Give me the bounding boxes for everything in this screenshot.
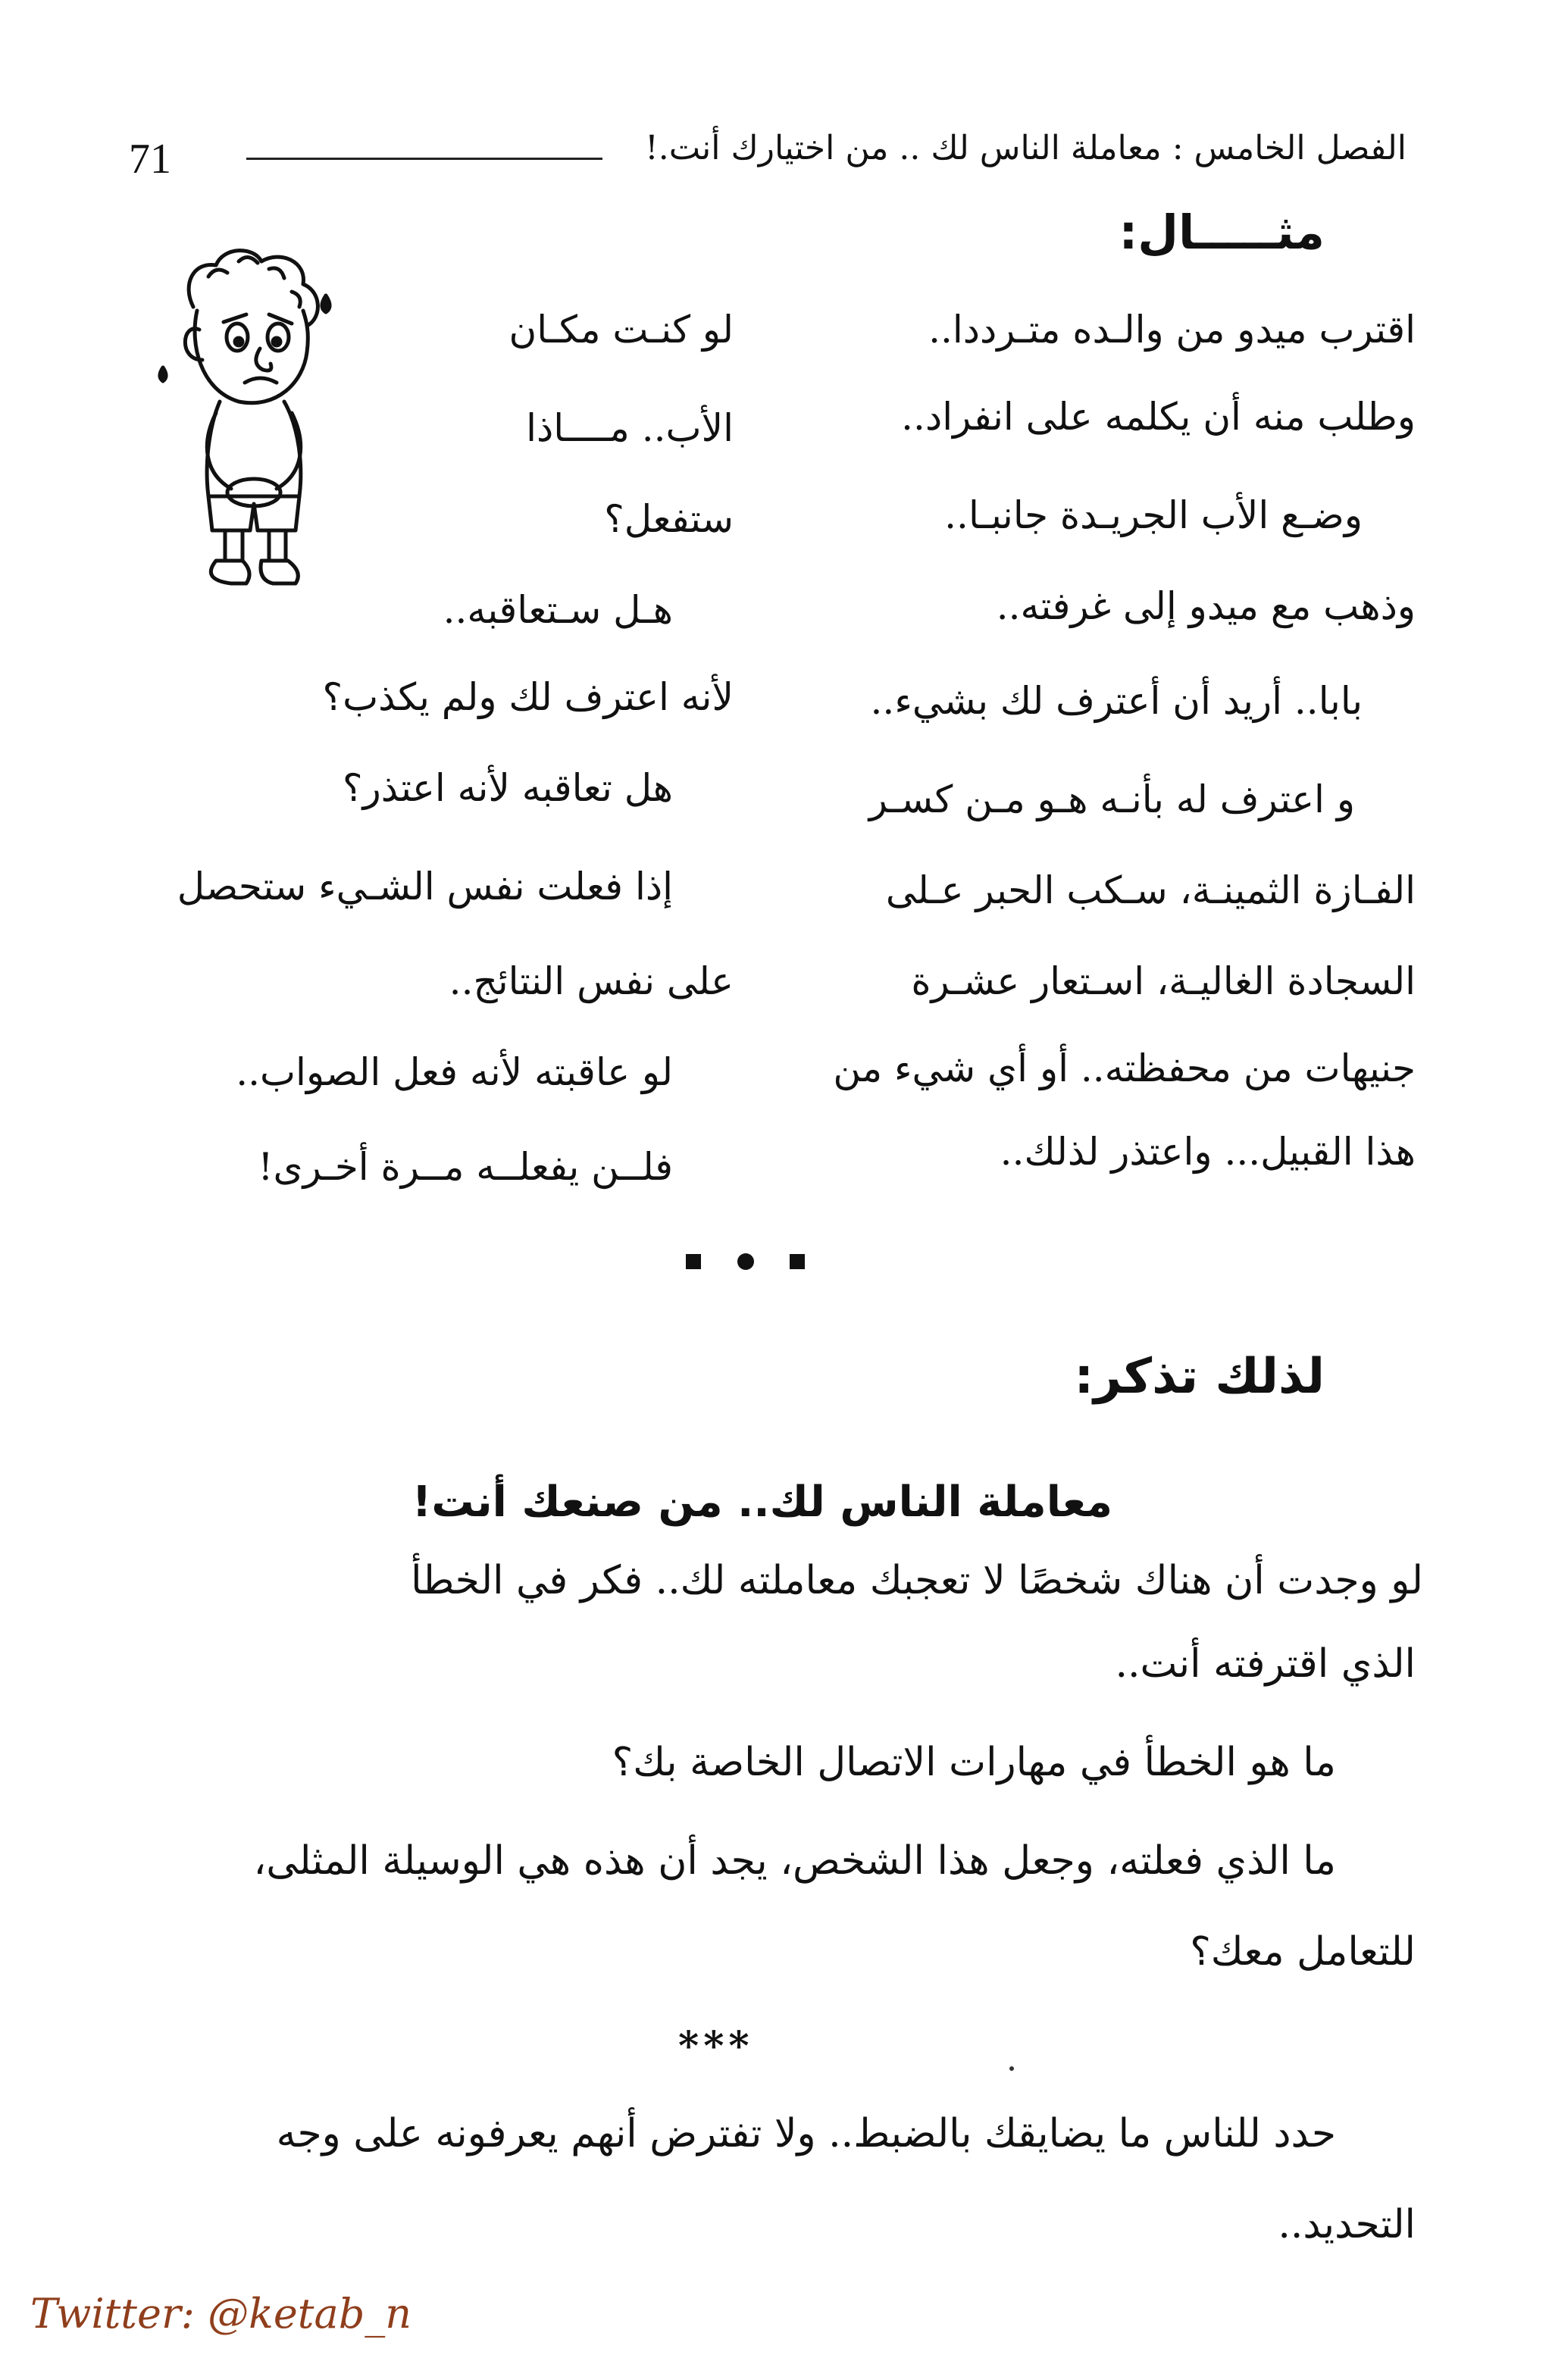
example-heading: مثـــــال:: [1119, 205, 1325, 260]
question-line: لأنه اعترف لك ولم يكذب؟: [322, 675, 734, 719]
question-line: ستفعل؟: [604, 497, 734, 541]
question-line: لو كنـت مكـان: [508, 308, 734, 352]
question-line: هل تعاقبه لأنه اعتذر؟: [343, 766, 673, 810]
paragraph-line: للتعامل معك؟: [1190, 1929, 1416, 1975]
paragraph-line: ما هو الخطأ في مهارات الاتصال الخاصة بك؟: [612, 1740, 1336, 1785]
print-speck: [1009, 2066, 1014, 2071]
story-line: وذهب مع ميدو إلى غرفته..: [996, 584, 1416, 628]
story-line: جنيهات من محفظته.. أو أي شيء من: [833, 1046, 1416, 1090]
remember-heading: لذلك تذكر:: [1074, 1349, 1325, 1405]
running-header: الفصل الخامس : معاملة الناس لك .. من اختيارك أنت.!: [645, 129, 1406, 167]
example-right-column: [809, 308, 1416, 1190]
story-line: السجادة الغاليـة، اسـتعار عشـرة: [911, 959, 1416, 1003]
worried-boy-illustration: [140, 239, 368, 595]
story-line: اقترب ميدو من والـده متـرددا..: [928, 308, 1416, 352]
twitter-watermark: Twitter: @ketab_n: [30, 2290, 412, 2338]
remember-subheading: معاملة الناس لك.. من صنعك أنت!: [411, 1478, 1112, 1527]
story-line: هذا القبيل... واعتذر لذلك..: [1000, 1130, 1416, 1174]
paragraph-line: لو وجدت أن هناك شخصًا لا تعجبك معاملته لك.. فكر في الخطأ: [411, 1558, 1423, 1603]
question-line: لو عاقبته لأنه فعل الصواب..: [236, 1050, 673, 1094]
section-separator: [671, 1246, 822, 1277]
question-line: الأب.. مــــاذا: [526, 406, 734, 450]
page-number: 71: [129, 136, 171, 183]
story-line: وضـع الأب الجريـدة جانبـا..: [944, 493, 1363, 537]
story-line: بابا.. أريد أن أعترف لك بشيء..: [870, 679, 1363, 723]
story-line: الفـازة الثمينـة، سـكب الحبر عـلى: [885, 868, 1416, 912]
story-line: و اعترف له بأنـه هـو مـن كسـر: [868, 777, 1355, 821]
paragraph-line: الذي اقترفته أنت..: [1115, 1641, 1416, 1687]
paragraph-line: التحديد..: [1278, 2202, 1416, 2247]
question-line: فلــن يفعلــه مــرة أخـرى!: [258, 1145, 673, 1189]
question-line: هـل سـتعاقبه..: [443, 588, 673, 632]
separator-square: [790, 1254, 805, 1269]
paragraph-line: حدد للناس ما يضايقك بالضبط.. ولا تفترض أنهم يعرفونه على وجه: [276, 2111, 1336, 2156]
header-rule: [246, 158, 602, 160]
story-line: وطلب منه أن يكلمه على انفراد..: [901, 395, 1416, 439]
question-line: إذا فعلت نفس الشـيء ستحصل: [177, 865, 673, 909]
separator-dot: [737, 1253, 754, 1270]
paragraph-line: ما الذي فعلته، وجعل هذا الشخص، يجد أن هذه هي الوسيلة المثلى،: [253, 1838, 1336, 1884]
asterisk-separator: ***: [678, 2023, 754, 2069]
question-line: على نفس النتائج..: [449, 959, 734, 1003]
separator-square: [686, 1254, 701, 1269]
